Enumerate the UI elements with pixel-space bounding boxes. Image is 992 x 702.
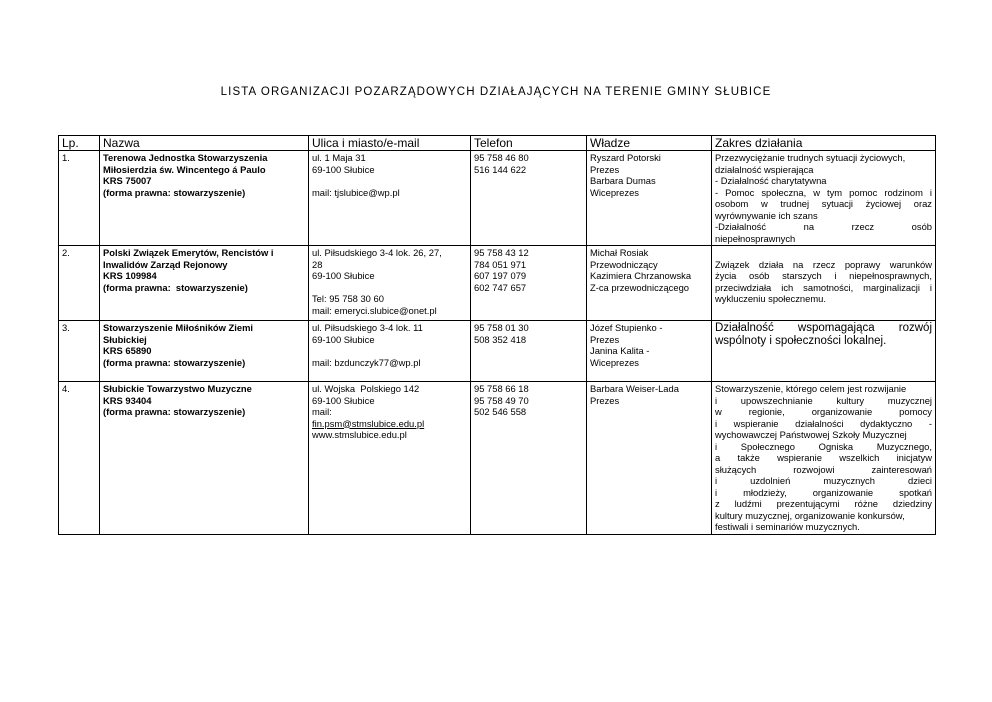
cell-address <box>309 382 471 535</box>
authority-line: Przewodniczący <box>590 258 658 270</box>
cell-scope <box>712 246 936 321</box>
telephone: Tel: 95 758 30 60 <box>312 293 384 304</box>
table-row <box>59 321 936 382</box>
website-link[interactable]: www.stmslubice.edu.pl <box>312 429 407 440</box>
phone-number: 784 051 971 <box>474 258 527 270</box>
legal-form: (forma prawna: stowarzyszenie) <box>103 406 246 417</box>
scope-line: przeciwdziała ich samotności, marginalizacji i <box>715 281 932 293</box>
cell-organization-name <box>100 246 309 321</box>
authority-line: Kazimiera Chrzanowska <box>590 270 692 281</box>
city: 69-100 Słubice <box>312 270 375 281</box>
city: 69-100 Słubice <box>312 163 375 175</box>
table-row <box>59 151 936 246</box>
krs-number: KRS 75007 <box>103 175 152 186</box>
scope-line: i wspieranie działalności dydaktyczno - <box>715 417 932 429</box>
street: ul. 1 Maja 31 <box>312 152 366 163</box>
scope-line: Przezwyciężanie trudnych sytuacji życiowych, <box>715 152 906 163</box>
scope-line: Stowarzyszenie, którego celem jest rozwijanie <box>715 383 907 394</box>
scope-line: niepełnosprawnych <box>715 232 796 244</box>
legal-form: (forma prawna: stowarzyszenie) <box>103 186 246 198</box>
scope-line: w regionie, organizowanie pomocy <box>715 406 932 417</box>
column-header-telefon: Telefon <box>471 136 587 151</box>
cell-phone <box>471 151 587 246</box>
cell-organization-name <box>100 382 309 535</box>
authority-line: Prezes <box>590 163 620 175</box>
email-label: mail: <box>312 406 332 417</box>
table-row <box>59 382 936 535</box>
scope-line: i upowszechnianie kultury muzycznej <box>715 394 932 406</box>
phone-number: 607 197 079 <box>474 270 527 281</box>
table-row <box>59 246 936 321</box>
krs-number: KRS 109984 <box>103 270 157 281</box>
phone-number: 602 747 657 <box>474 281 527 293</box>
scope-line: -Działalność na rzecz osób <box>715 221 932 232</box>
scope-line: Działalność wspomagająca rozwój <box>715 322 932 334</box>
name-line: Słubickie Towarzystwo Muzyczne <box>103 383 252 394</box>
scope-line: kultury muzycznej, organizowanie konkursów, <box>715 509 905 521</box>
scope-line: wychowawczej Państwowej Szkoły Muzycznej <box>715 429 907 440</box>
organizations-table <box>58 135 936 535</box>
cell-phone <box>471 246 587 321</box>
legal-form: (forma prawna: stowarzyszenie) <box>103 281 248 293</box>
scope-line: służących rozwojowi zainteresowań <box>715 463 932 475</box>
cell-address <box>309 151 471 246</box>
city: 69-100 Słubice <box>312 333 375 345</box>
column-header-lp: Lp. <box>59 136 100 151</box>
phone-number: 95 758 49 70 <box>474 394 529 406</box>
scope-line: - Pomoc społeczna, w tym pomoc rodzinom i <box>715 186 932 198</box>
name-line: Terenowa Jednostka Stowarzyszenia <box>103 152 268 163</box>
authority-line: Prezes <box>590 394 620 406</box>
legal-form: (forma prawna: stowarzyszenie) <box>103 356 246 368</box>
authority-line: Wiceprezes <box>590 356 639 368</box>
column-header-zakres: Zakres działania <box>712 136 936 151</box>
authority-line: Józef Stupienko - <box>590 322 663 333</box>
scope-line: i uzdolnień muzycznych dzieci <box>715 475 932 486</box>
scope-line: wyrównywanie ich szans <box>715 209 818 221</box>
phone-number: 95 758 66 18 <box>474 383 529 394</box>
phone-number: 95 758 46 80 <box>474 152 529 163</box>
phone-number: 516 144 622 <box>474 163 527 175</box>
krs-number: KRS 93404 <box>103 394 152 406</box>
cell-authorities <box>587 151 712 246</box>
scope-line: i Społecznego Ogniska Muzycznego, <box>715 440 932 452</box>
scope-line: działalność wspierająca <box>715 163 814 175</box>
table-header-row <box>59 136 936 151</box>
email: mail: tjslubice@wp.pl <box>312 186 400 198</box>
authority-line: Prezes <box>590 333 620 345</box>
phone-number: 95 758 43 12 <box>474 247 529 258</box>
cell-scope <box>712 151 936 246</box>
scope-line: życia osób starszych i niepełnosprawnych, <box>715 270 932 281</box>
email-link[interactable]: fin.psm@stmslubice.edu.pl <box>312 417 425 429</box>
cell-authorities <box>587 246 712 321</box>
cell-lp: 2. <box>59 246 100 321</box>
name-line: Słubickiej <box>103 333 147 345</box>
street: ul. Wojska Polskiego 142 <box>312 383 420 394</box>
phone-number: 502 546 558 <box>474 406 527 417</box>
authority-line: Michał Rosiak <box>590 247 649 258</box>
cell-scope <box>712 321 936 382</box>
cell-phone <box>471 321 587 382</box>
name-line: Stowarzyszenie Miłośników Ziemi <box>103 322 254 333</box>
scope-line: wspólnoty i społeczności lokalnej. <box>715 335 887 347</box>
authority-line: Janina Kalita - <box>590 345 650 356</box>
column-header-adres: Ulica i miasto/e-mail <box>309 136 471 151</box>
street: ul. Piłsudskiego 3-4 lok. 11 <box>312 322 423 333</box>
cell-lp: 4. <box>59 382 100 535</box>
cell-scope <box>712 382 936 535</box>
street-continued: 28 <box>312 258 323 270</box>
scope-line: - Działalność charytatywna <box>715 175 827 186</box>
column-header-wladze: Władze <box>587 136 712 151</box>
city: 69-100 Słubice <box>312 394 375 406</box>
email: mail: emeryci.slubice@onet.pl <box>312 304 437 316</box>
cell-lp: 3. <box>59 321 100 382</box>
page-title: LISTA ORGANIZACJI POZARZĄDOWYCH DZIAŁAJĄCYCH NA TERENIE GMINY SŁUBICE <box>220 86 772 98</box>
authority-line: Z-ca przewodniczącego <box>590 281 690 293</box>
phone-number: 95 758 01 30 <box>474 322 529 333</box>
cell-phone <box>471 382 587 535</box>
authority-line: Wiceprezes <box>590 186 639 198</box>
scope-line: i młodzieży, organizowanie spotkań <box>715 486 932 498</box>
cell-address <box>309 246 471 321</box>
cell-organization-name <box>100 321 309 382</box>
name-line: Inwalidów Zarząd Rejonowy <box>103 258 228 270</box>
krs-number: KRS 65890 <box>103 345 152 356</box>
street: ul. Piłsudskiego 3-4 lok. 26, 27, <box>312 247 442 258</box>
phone-number: 508 352 418 <box>474 333 527 345</box>
email: mail: bzdunczyk77@wp.pl <box>312 356 421 368</box>
cell-lp: 1. <box>59 151 100 246</box>
cell-authorities <box>587 321 712 382</box>
scope-line: Związek działa na rzecz poprawy warunków <box>715 258 932 270</box>
name-line: Miłosierdzia św. Wincentego á Paulo <box>103 163 266 175</box>
authority-line: Ryszard Potorski <box>590 152 661 163</box>
cell-authorities <box>587 382 712 535</box>
cell-address <box>309 321 471 382</box>
scope-line: a także wspieranie wszelkich inicjatyw <box>715 452 932 463</box>
scope-line: z ludźmi prezentującymi różne dziedziny <box>715 498 932 509</box>
column-header-nazwa: Nazwa <box>100 136 309 151</box>
authority-line: Barbara Dumas <box>590 175 656 186</box>
name-line: Polski Związek Emerytów, Rencistów i <box>103 247 274 258</box>
scope-line: wykluczeniu społecznemu. <box>715 293 826 304</box>
scope-line: osobom w trudnej sytuacji życiowej oraz <box>715 198 932 209</box>
cell-organization-name <box>100 151 309 246</box>
authority-line: Barbara Weiser-Lada <box>590 383 679 394</box>
scope-line: festiwali i seminariów muzycznych. <box>715 521 860 532</box>
